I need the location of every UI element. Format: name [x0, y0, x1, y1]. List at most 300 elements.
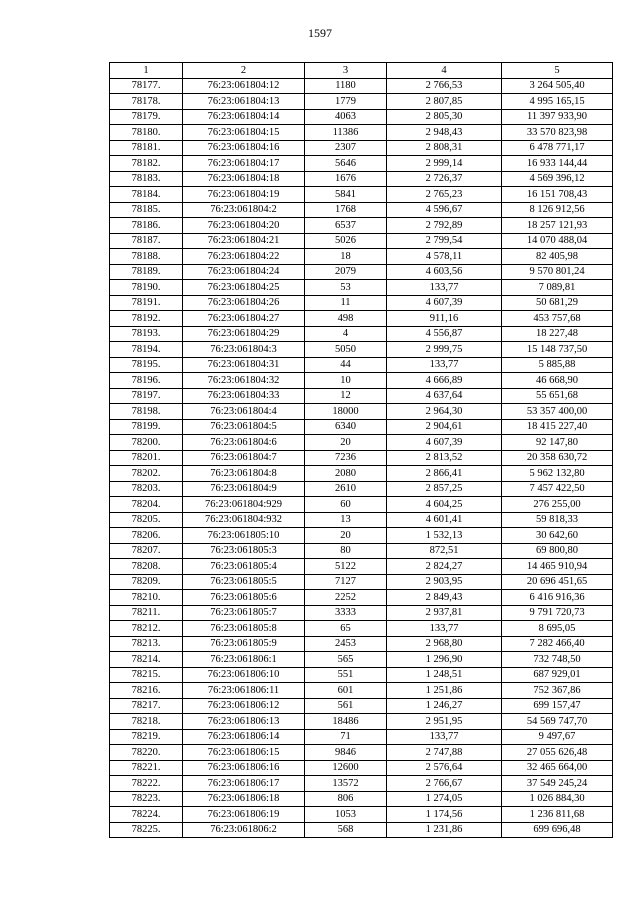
row-number-cell: 78217. [110, 698, 183, 714]
area-cell: 13 [305, 512, 387, 528]
area-cell: 5646 [305, 156, 387, 172]
area-cell: 3333 [305, 605, 387, 621]
cadastral-number-cell: 76:23:061805:10 [183, 528, 305, 544]
cadastral-value-cell: 5 962 132,80 [502, 466, 613, 482]
table-body [110, 78, 613, 838]
specific-value-cell: 1 274,05 [387, 791, 502, 807]
specific-value-cell: 4 666,89 [387, 373, 502, 389]
area-cell: 12 [305, 388, 387, 404]
cadastral-value-cell: 18 415 227,40 [502, 419, 613, 435]
cadastral-number-cell: 76:23:061806:18 [183, 791, 305, 807]
cadastral-value-cell: 4 569 396,12 [502, 171, 613, 187]
cadastral-number-cell: 76:23:061804:26 [183, 295, 305, 311]
cadastral-value-cell: 7 089,81 [502, 280, 613, 296]
cadastral-value-cell: 5 885,88 [502, 357, 613, 373]
specific-value-cell: 2 792,89 [387, 218, 502, 234]
cadastral-number-cell: 76:23:061806:17 [183, 776, 305, 792]
area-cell: 7236 [305, 450, 387, 466]
cadastral-number-cell: 76:23:061804:31 [183, 357, 305, 373]
cadastral-number-cell: 76:23:061804:3 [183, 342, 305, 358]
row-number-cell: 78179. [110, 109, 183, 125]
specific-value-cell: 2 937,81 [387, 605, 502, 621]
area-cell: 2307 [305, 140, 387, 156]
cadastral-number-cell: 76:23:061804:15 [183, 125, 305, 141]
cadastral-value-cell: 8 695,05 [502, 621, 613, 637]
cadastral-number-cell: 76:23:061804:20 [183, 218, 305, 234]
cadastral-value-cell: 32 465 664,00 [502, 760, 613, 776]
area-cell: 44 [305, 357, 387, 373]
table-row [110, 435, 613, 451]
cadastral-number-cell: 76:23:061806:1 [183, 652, 305, 668]
cadastral-value-cell: 18 227,48 [502, 326, 613, 342]
row-number-cell: 78196. [110, 373, 183, 389]
specific-value-cell: 2 999,14 [387, 156, 502, 172]
table-row [110, 249, 613, 265]
table-row [110, 466, 613, 482]
table-row [110, 791, 613, 807]
specific-value-cell: 133,77 [387, 621, 502, 637]
cadastral-number-cell: 76:23:061804:9 [183, 481, 305, 497]
specific-value-cell: 911,16 [387, 311, 502, 327]
cadastral-number-cell: 76:23:061804:2 [183, 202, 305, 218]
area-cell: 80 [305, 543, 387, 559]
cadastral-number-cell: 76:23:061805:6 [183, 590, 305, 606]
specific-value-cell: 4 607,39 [387, 435, 502, 451]
row-number-cell: 78198. [110, 404, 183, 420]
row-number-cell: 78225. [110, 822, 183, 838]
area-cell: 9846 [305, 745, 387, 761]
table-row [110, 807, 613, 823]
cadastral-value-cell: 1 026 884,30 [502, 791, 613, 807]
table-row [110, 342, 613, 358]
area-cell: 5122 [305, 559, 387, 575]
table-row [110, 512, 613, 528]
area-cell: 5050 [305, 342, 387, 358]
row-number-cell: 78180. [110, 125, 183, 141]
row-number-cell: 78185. [110, 202, 183, 218]
area-cell: 568 [305, 822, 387, 838]
cadastral-number-cell: 76:23:061805:8 [183, 621, 305, 637]
specific-value-cell: 2 766,67 [387, 776, 502, 792]
cadastral-value-cell: 18 257 121,93 [502, 218, 613, 234]
table-row [110, 590, 613, 606]
row-number-cell: 78192. [110, 311, 183, 327]
specific-value-cell: 133,77 [387, 729, 502, 745]
area-cell: 4 [305, 326, 387, 342]
cadastral-number-cell: 76:23:061804:19 [183, 187, 305, 203]
area-cell: 5841 [305, 187, 387, 203]
table-row [110, 233, 613, 249]
area-cell: 12600 [305, 760, 387, 776]
table-row [110, 280, 613, 296]
cadastral-value-cell: 11 397 933,90 [502, 109, 613, 125]
table-row [110, 156, 613, 172]
area-cell: 71 [305, 729, 387, 745]
area-cell: 10 [305, 373, 387, 389]
area-cell: 18486 [305, 714, 387, 730]
specific-value-cell: 1 231,86 [387, 822, 502, 838]
specific-value-cell: 872,51 [387, 543, 502, 559]
table-row [110, 140, 613, 156]
cadastral-number-cell: 76:23:061806:10 [183, 667, 305, 683]
row-number-cell: 78189. [110, 264, 183, 280]
column-header-4: 4 [387, 63, 502, 79]
table-row [110, 760, 613, 776]
row-number-cell: 78194. [110, 342, 183, 358]
specific-value-cell: 2 576,64 [387, 760, 502, 776]
cadastral-number-cell: 76:23:061804:6 [183, 435, 305, 451]
specific-value-cell: 4 601,41 [387, 512, 502, 528]
row-number-cell: 78212. [110, 621, 183, 637]
row-number-cell: 78183. [110, 171, 183, 187]
row-number-cell: 78178. [110, 94, 183, 110]
row-number-cell: 78181. [110, 140, 183, 156]
specific-value-cell: 4 604,25 [387, 497, 502, 513]
cadastral-value-cell: 46 668,90 [502, 373, 613, 389]
row-number-cell: 78214. [110, 652, 183, 668]
specific-value-cell: 2 968,80 [387, 636, 502, 652]
table-row [110, 295, 613, 311]
row-number-cell: 78207. [110, 543, 183, 559]
cadastral-value-cell: 732 748,50 [502, 652, 613, 668]
row-number-cell: 78197. [110, 388, 183, 404]
row-number-cell: 78206. [110, 528, 183, 544]
area-cell: 18000 [305, 404, 387, 420]
area-cell: 20 [305, 435, 387, 451]
specific-value-cell: 2 824,27 [387, 559, 502, 575]
cadastral-value-cell: 7 457 422,50 [502, 481, 613, 497]
cadastral-value-cell: 14 070 488,04 [502, 233, 613, 249]
cadastral-value-cell: 6 478 771,17 [502, 140, 613, 156]
table-row [110, 574, 613, 590]
table-row [110, 264, 613, 280]
cadastral-number-cell: 76:23:061804:21 [183, 233, 305, 249]
specific-value-cell: 4 556,87 [387, 326, 502, 342]
row-number-cell: 78182. [110, 156, 183, 172]
area-cell: 2610 [305, 481, 387, 497]
specific-value-cell: 4 596,67 [387, 202, 502, 218]
cadastral-number-cell: 76:23:061804:22 [183, 249, 305, 265]
table-row [110, 109, 613, 125]
row-number-cell: 78177. [110, 78, 183, 94]
area-cell: 13572 [305, 776, 387, 792]
cadastral-value-cell: 53 357 400,00 [502, 404, 613, 420]
table-row [110, 450, 613, 466]
area-cell: 7127 [305, 574, 387, 590]
row-number-cell: 78222. [110, 776, 183, 792]
cadastral-number-cell: 76:23:061804:33 [183, 388, 305, 404]
row-number-cell: 78220. [110, 745, 183, 761]
cadastral-value-cell: 59 818,33 [502, 512, 613, 528]
specific-value-cell: 2 807,85 [387, 94, 502, 110]
cadastral-value-cell: 752 367,86 [502, 683, 613, 699]
specific-value-cell: 2 951,95 [387, 714, 502, 730]
cadastral-number-cell: 76:23:061806:16 [183, 760, 305, 776]
area-cell: 806 [305, 791, 387, 807]
cadastral-number-cell: 76:23:061806:12 [183, 698, 305, 714]
cadastral-value-cell: 4 995 165,15 [502, 94, 613, 110]
row-number-cell: 78193. [110, 326, 183, 342]
area-cell: 2453 [305, 636, 387, 652]
specific-value-cell: 1 532,13 [387, 528, 502, 544]
cadastral-number-cell: 76:23:061804:7 [183, 450, 305, 466]
table-row [110, 373, 613, 389]
specific-value-cell: 4 578,11 [387, 249, 502, 265]
specific-value-cell: 2 726,37 [387, 171, 502, 187]
table-row [110, 326, 613, 342]
specific-value-cell: 4 607,39 [387, 295, 502, 311]
table-row [110, 357, 613, 373]
cadastral-number-cell: 76:23:061804:17 [183, 156, 305, 172]
specific-value-cell: 2 799,54 [387, 233, 502, 249]
cadastral-value-cell: 33 570 823,98 [502, 125, 613, 141]
row-number-cell: 78205. [110, 512, 183, 528]
row-number-cell: 78184. [110, 187, 183, 203]
cadastral-value-cell: 30 642,60 [502, 528, 613, 544]
row-number-cell: 78213. [110, 636, 183, 652]
row-number-cell: 78191. [110, 295, 183, 311]
cadastral-number-cell: 76:23:061804:24 [183, 264, 305, 280]
table-row [110, 187, 613, 203]
cadastral-number-cell: 76:23:061805:5 [183, 574, 305, 590]
table-row [110, 636, 613, 652]
area-cell: 498 [305, 311, 387, 327]
area-cell: 6537 [305, 218, 387, 234]
cadastral-number-cell: 76:23:061804:8 [183, 466, 305, 482]
row-number-cell: 78223. [110, 791, 183, 807]
cadastral-number-cell: 76:23:061806:11 [183, 683, 305, 699]
table-row [110, 652, 613, 668]
page-number: 1597 [308, 26, 332, 40]
row-number-cell: 78190. [110, 280, 183, 296]
row-number-cell: 78204. [110, 497, 183, 513]
cadastral-value-cell: 15 148 737,50 [502, 342, 613, 358]
row-number-cell: 78203. [110, 481, 183, 497]
specific-value-cell: 1 296,90 [387, 652, 502, 668]
column-header-1: 1 [110, 63, 183, 79]
column-header-2: 2 [183, 63, 305, 79]
cadastral-number-cell: 76:23:061804:929 [183, 497, 305, 513]
area-cell: 6340 [305, 419, 387, 435]
area-cell: 60 [305, 497, 387, 513]
cadastral-value-cell: 8 126 912,56 [502, 202, 613, 218]
cadastral-value-table [109, 62, 613, 838]
area-cell: 2079 [305, 264, 387, 280]
table-row [110, 125, 613, 141]
cadastral-value-cell: 6 416 916,36 [502, 590, 613, 606]
row-number-cell: 78186. [110, 218, 183, 234]
cadastral-number-cell: 76:23:061804:25 [183, 280, 305, 296]
cadastral-number-cell: 76:23:061804:32 [183, 373, 305, 389]
specific-value-cell: 2 766,53 [387, 78, 502, 94]
table-row [110, 698, 613, 714]
row-number-cell: 78201. [110, 450, 183, 466]
area-cell: 53 [305, 280, 387, 296]
column-header-3: 3 [305, 63, 387, 79]
cadastral-value-cell: 27 055 626,48 [502, 745, 613, 761]
specific-value-cell: 1 251,86 [387, 683, 502, 699]
area-cell: 1768 [305, 202, 387, 218]
area-cell: 2252 [305, 590, 387, 606]
specific-value-cell: 2 866,41 [387, 466, 502, 482]
area-cell: 565 [305, 652, 387, 668]
table-row [110, 497, 613, 513]
specific-value-cell: 2 813,52 [387, 450, 502, 466]
row-number-cell: 78200. [110, 435, 183, 451]
cadastral-value-cell: 276 255,00 [502, 497, 613, 513]
row-number-cell: 78199. [110, 419, 183, 435]
specific-value-cell: 2 904,61 [387, 419, 502, 435]
cadastral-number-cell: 76:23:061806:2 [183, 822, 305, 838]
specific-value-cell: 1 248,51 [387, 667, 502, 683]
specific-value-cell: 2 903,95 [387, 574, 502, 590]
area-cell: 1676 [305, 171, 387, 187]
table-row [110, 481, 613, 497]
cadastral-value-cell: 699 696,48 [502, 822, 613, 838]
specific-value-cell: 4 603,56 [387, 264, 502, 280]
table-row [110, 559, 613, 575]
cadastral-number-cell: 76:23:061804:4 [183, 404, 305, 420]
area-cell: 601 [305, 683, 387, 699]
cadastral-value-cell: 69 800,80 [502, 543, 613, 559]
specific-value-cell: 2 948,43 [387, 125, 502, 141]
table-row [110, 745, 613, 761]
cadastral-value-cell: 7 282 466,40 [502, 636, 613, 652]
cadastral-value-cell: 55 651,68 [502, 388, 613, 404]
table-row [110, 404, 613, 420]
cadastral-value-cell: 687 929,01 [502, 667, 613, 683]
cadastral-value-cell: 9 497,67 [502, 729, 613, 745]
cadastral-number-cell: 76:23:061804:18 [183, 171, 305, 187]
area-cell: 4063 [305, 109, 387, 125]
table-row [110, 218, 613, 234]
table-row [110, 419, 613, 435]
row-number-cell: 78202. [110, 466, 183, 482]
area-cell: 2080 [305, 466, 387, 482]
area-cell: 65 [305, 621, 387, 637]
specific-value-cell: 1 246,27 [387, 698, 502, 714]
area-cell: 11386 [305, 125, 387, 141]
cadastral-number-cell: 76:23:061806:19 [183, 807, 305, 823]
table-row [110, 776, 613, 792]
area-cell: 5026 [305, 233, 387, 249]
cadastral-number-cell: 76:23:061804:16 [183, 140, 305, 156]
cadastral-value-cell: 14 465 910,94 [502, 559, 613, 575]
row-number-cell: 78216. [110, 683, 183, 699]
cadastral-value-cell: 20 358 630,72 [502, 450, 613, 466]
cadastral-number-cell: 76:23:061804:13 [183, 94, 305, 110]
cadastral-number-cell: 76:23:061805:4 [183, 559, 305, 575]
cadastral-number-cell: 76:23:061806:14 [183, 729, 305, 745]
specific-value-cell: 4 637,64 [387, 388, 502, 404]
specific-value-cell: 2 964,30 [387, 404, 502, 420]
table-row [110, 605, 613, 621]
cadastral-value-cell: 54 569 747,70 [502, 714, 613, 730]
specific-value-cell: 1 174,56 [387, 807, 502, 823]
cadastral-value-cell: 20 696 451,65 [502, 574, 613, 590]
cadastral-value-cell: 82 405,98 [502, 249, 613, 265]
row-number-cell: 78221. [110, 760, 183, 776]
table-row [110, 729, 613, 745]
table-row [110, 822, 613, 838]
table-row [110, 621, 613, 637]
cadastral-number-cell: 76:23:061804:932 [183, 512, 305, 528]
specific-value-cell: 2 808,31 [387, 140, 502, 156]
cadastral-value-cell: 16 933 144,44 [502, 156, 613, 172]
table-row [110, 714, 613, 730]
cadastral-value-cell: 699 157,47 [502, 698, 613, 714]
cadastral-value-cell: 453 757,68 [502, 311, 613, 327]
area-cell: 11 [305, 295, 387, 311]
table-row [110, 543, 613, 559]
area-cell: 1053 [305, 807, 387, 823]
row-number-cell: 78208. [110, 559, 183, 575]
cadastral-value-cell: 37 549 245,24 [502, 776, 613, 792]
cadastral-number-cell: 76:23:061805:9 [183, 636, 305, 652]
specific-value-cell: 2 747,88 [387, 745, 502, 761]
column-header-5: 5 [502, 63, 613, 79]
table-row [110, 528, 613, 544]
area-cell: 551 [305, 667, 387, 683]
cadastral-number-cell: 76:23:061804:14 [183, 109, 305, 125]
row-number-cell: 78195. [110, 357, 183, 373]
cadastral-value-cell: 50 681,29 [502, 295, 613, 311]
cadastral-value-cell: 9 791 720,73 [502, 605, 613, 621]
cadastral-value-cell: 3 264 505,40 [502, 78, 613, 94]
table-row [110, 683, 613, 699]
area-cell: 1779 [305, 94, 387, 110]
cadastral-value-cell: 92 147,80 [502, 435, 613, 451]
row-number-cell: 78224. [110, 807, 183, 823]
row-number-cell: 78210. [110, 590, 183, 606]
cadastral-number-cell: 76:23:061804:5 [183, 419, 305, 435]
area-cell: 20 [305, 528, 387, 544]
table-row [110, 388, 613, 404]
specific-value-cell: 133,77 [387, 280, 502, 296]
cadastral-number-cell: 76:23:061806:15 [183, 745, 305, 761]
specific-value-cell: 2 849,43 [387, 590, 502, 606]
table-row [110, 94, 613, 110]
specific-value-cell: 133,77 [387, 357, 502, 373]
row-number-cell: 78218. [110, 714, 183, 730]
area-cell: 18 [305, 249, 387, 265]
cadastral-value-cell: 1 236 811,68 [502, 807, 613, 823]
specific-value-cell: 2 765,23 [387, 187, 502, 203]
table-row [110, 311, 613, 327]
specific-value-cell: 2 805,30 [387, 109, 502, 125]
row-number-cell: 78209. [110, 574, 183, 590]
cadastral-number-cell: 76:23:061804:27 [183, 311, 305, 327]
cadastral-number-cell: 76:23:061804:12 [183, 78, 305, 94]
cadastral-number-cell: 76:23:061806:13 [183, 714, 305, 730]
specific-value-cell: 2 857,25 [387, 481, 502, 497]
row-number-cell: 78219. [110, 729, 183, 745]
cadastral-number-cell: 76:23:061805:3 [183, 543, 305, 559]
table-row [110, 202, 613, 218]
specific-value-cell: 2 999,75 [387, 342, 502, 358]
cadastral-value-cell: 9 570 801,24 [502, 264, 613, 280]
row-number-cell: 78215. [110, 667, 183, 683]
table-row [110, 667, 613, 683]
area-cell: 561 [305, 698, 387, 714]
cadastral-number-cell: 76:23:061805:7 [183, 605, 305, 621]
table-row [110, 171, 613, 187]
table-header-row [110, 63, 613, 79]
cadastral-number-cell: 76:23:061804:29 [183, 326, 305, 342]
area-cell: 1180 [305, 78, 387, 94]
table-row [110, 78, 613, 94]
row-number-cell: 78188. [110, 249, 183, 265]
